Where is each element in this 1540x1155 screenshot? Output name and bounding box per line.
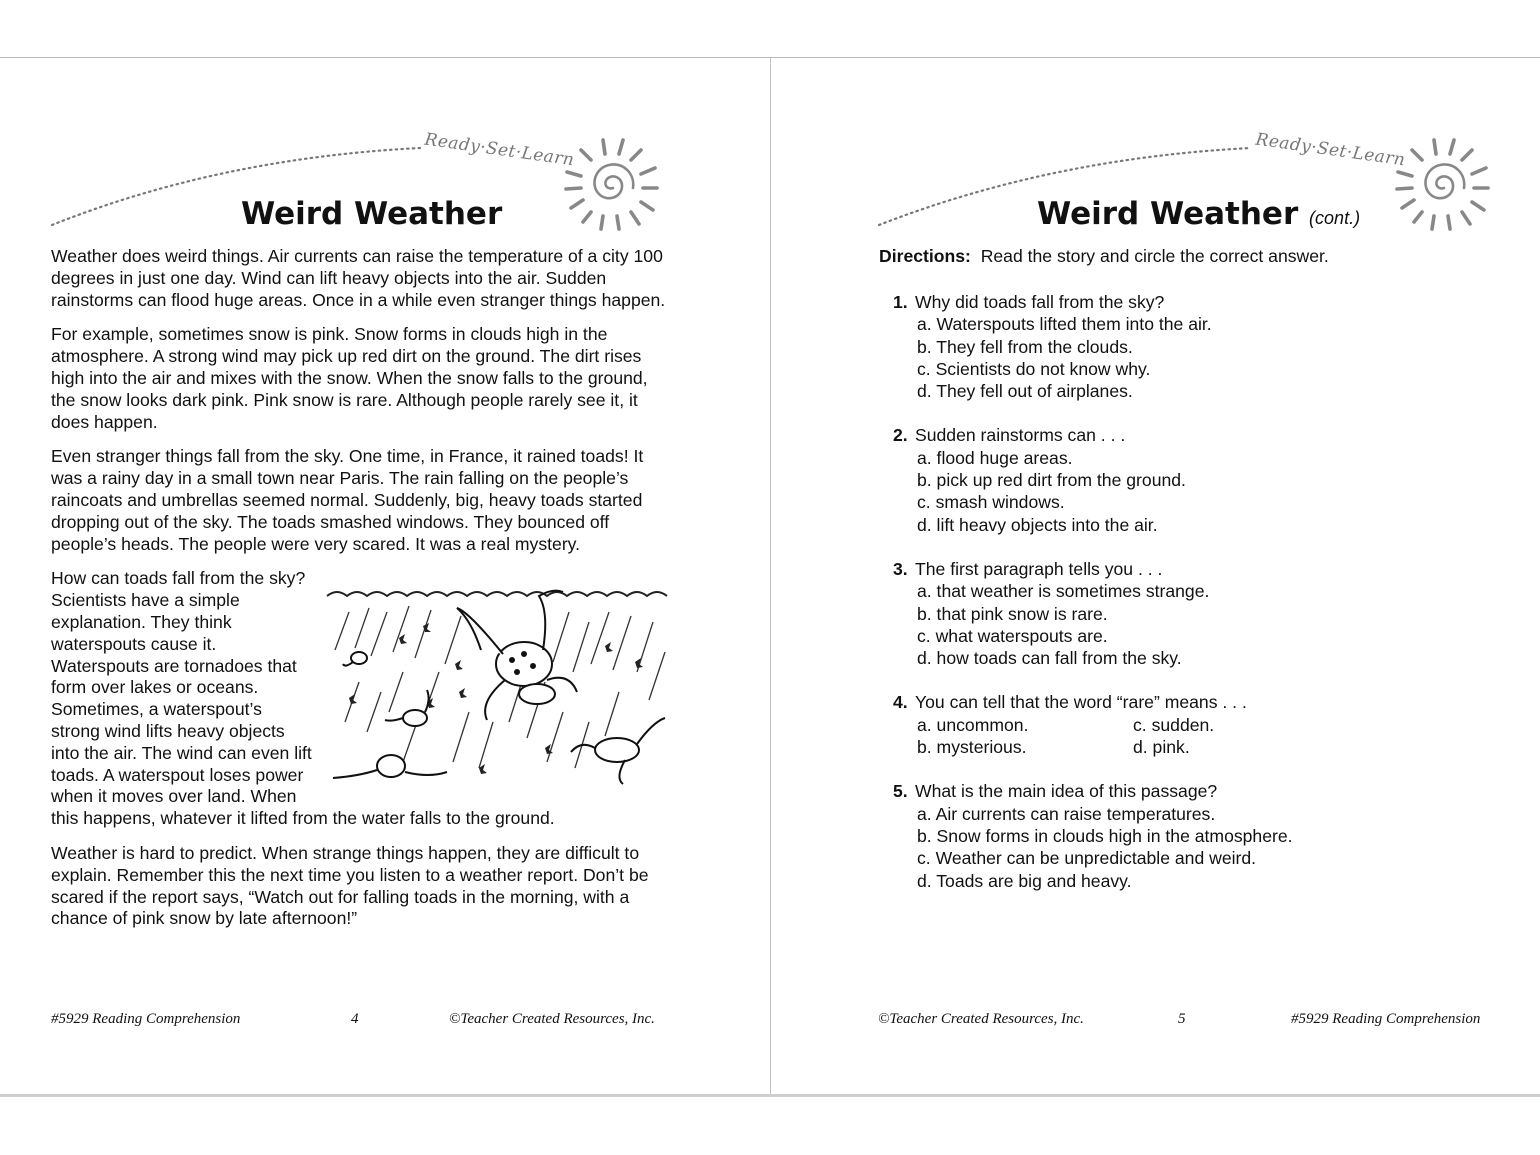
directions-label: Directions: xyxy=(879,246,971,266)
question-5 xyxy=(893,780,1493,891)
question-2 xyxy=(893,424,1493,535)
answer-option[interactable]: b. that pink snow is rare. xyxy=(917,603,1108,624)
question-4 xyxy=(893,691,1493,758)
footer-copyright: ©Teacher Created Resources, Inc. xyxy=(449,1011,655,1027)
answer-option[interactable]: d. They fell out of airplanes. xyxy=(917,381,1133,402)
story-paragraph-5: Weather is hard to predict. When strange things happen, they are difficult to explain. Remember this the next time you listen to a weather report. Don’t be scared if the report says, “Watch out for falling toads in the morning, with a chance of pink snow by late afternoon!” xyxy=(51,842,649,929)
question-list xyxy=(893,291,1493,914)
question-3 xyxy=(893,558,1493,669)
question-number: 4. xyxy=(893,692,908,713)
question-number: 3. xyxy=(893,558,908,579)
page-title: Weird Weather xyxy=(241,196,503,232)
answer-option[interactable]: d. Toads are big and heavy. xyxy=(917,870,1132,891)
spread-bottom-edge xyxy=(0,1094,1540,1097)
footer-book-number: #5929 Reading Comprehension xyxy=(1291,1011,1481,1027)
question-stem: Sudden rainstorms can . . . xyxy=(915,425,1126,446)
page-title xyxy=(1037,196,1360,232)
page-title-suffix: (cont.) xyxy=(1309,208,1361,228)
answer-option[interactable]: b. Snow forms in clouds high in the atmosphere. xyxy=(917,825,1293,846)
answer-option[interactable]: a. that weather is sometimes strange. xyxy=(917,581,1210,602)
answer-option[interactable]: a. uncommon. xyxy=(917,714,1029,735)
sun-swirl-icon xyxy=(1391,134,1493,234)
footer-book-number: #5929 Reading Comprehension xyxy=(51,1011,241,1027)
answer-option[interactable]: c. Weather can be unpredictable and weird. xyxy=(917,848,1257,869)
question-stem: You can tell that the word “rare” means . . . xyxy=(915,692,1247,713)
directions-text: Read the story and circle the correct answer. xyxy=(980,246,1329,266)
answer-option[interactable]: a. Air currents can raise temperatures. xyxy=(917,803,1216,824)
story-text xyxy=(51,246,671,943)
left-page xyxy=(0,58,770,1094)
footer-copyright: ©Teacher Created Resources, Inc. xyxy=(878,1011,1084,1027)
story-paragraph-3: Even stranger things fall from the sky. One time, in France, it rained toads! It was a rainy day in a small town near Paris. The rain falling on the people’s raincoats and umbrellas seemed normal. Suddenly, big, heavy toads started dropping out of the sky. The toads smashed windows. They bounced off people’s heads. The people were very scared. It was a real mystery. xyxy=(51,446,644,554)
answer-option[interactable]: c. sudden. xyxy=(1133,714,1215,735)
page-title-text: Weird Weather xyxy=(1037,196,1299,232)
directions xyxy=(879,246,1329,268)
answer-option[interactable]: b. mysterious. xyxy=(917,737,1027,758)
answer-option[interactable]: c. Scientists do not know why. xyxy=(917,358,1151,379)
answer-option[interactable]: d. pink. xyxy=(1133,737,1190,758)
brand-wordmark: Ready·Set·Learn xyxy=(1254,129,1407,171)
page-number: 5 xyxy=(1178,1011,1186,1027)
right-page xyxy=(771,58,1540,1094)
answer-option[interactable]: b. pick up red dirt from the ground. xyxy=(917,470,1186,491)
story-paragraph-1: Weather does weird things. Air currents can raise the temperature of a city 100 degrees in just one day. Wind can lift heavy objects into the air. Sudden rainstorms can flood huge areas. Once in a while even stranger things happen. xyxy=(51,246,666,310)
answer-option[interactable]: d. lift heavy objects into the air. xyxy=(917,514,1158,535)
page-number: 4 xyxy=(351,1011,359,1027)
answer-option[interactable]: a. flood huge areas. xyxy=(917,447,1073,468)
question-1 xyxy=(893,291,1493,402)
answer-option[interactable]: b. They fell from the clouds. xyxy=(917,336,1133,357)
question-stem: Why did toads fall from the sky? xyxy=(915,292,1165,312)
question-stem: The first paragraph tells you . . . xyxy=(915,558,1163,579)
raining-toads-illustration xyxy=(319,572,679,804)
sun-swirl-icon xyxy=(560,134,662,234)
question-number: 2. xyxy=(893,425,908,446)
story-paragraph-2: For example, sometimes snow is pink. Snow forms in clouds high in the atmosphere. A strong wind may pick up red dirt on the ground. The dirt rises high into the air and mixes with the snow. When the snow falls to the ground, the snow looks dark pink. Pink snow is rare. Although people rarely see it, it does happen. xyxy=(51,324,648,432)
question-stem: What is the main idea of this passage? xyxy=(915,781,1218,802)
answer-option[interactable]: c. smash windows. xyxy=(917,492,1065,513)
question-number: 1. xyxy=(893,292,908,312)
brand-wordmark: Ready·Set·Learn xyxy=(423,129,576,171)
story-paragraph-4: How can toads fall from the sky? Scientists have a simple explanation. They think waterspouts cause it. Waterspouts are tornadoes that form over lakes or oceans. Sometimes, a waterspout’s strong wind lifts heavy objects into the air. The wind can even lift toads. A waterspout loses power when it moves over land. When this happens, whatever it lifted from the water falls to the ground. xyxy=(51,568,555,829)
answer-option[interactable]: c. what waterspouts are. xyxy=(917,625,1108,646)
answer-option[interactable]: a. Waterspouts lifted them into the air. xyxy=(917,314,1212,335)
question-number: 5. xyxy=(893,781,908,802)
answer-option[interactable]: d. how toads can fall from the sky. xyxy=(917,648,1182,669)
